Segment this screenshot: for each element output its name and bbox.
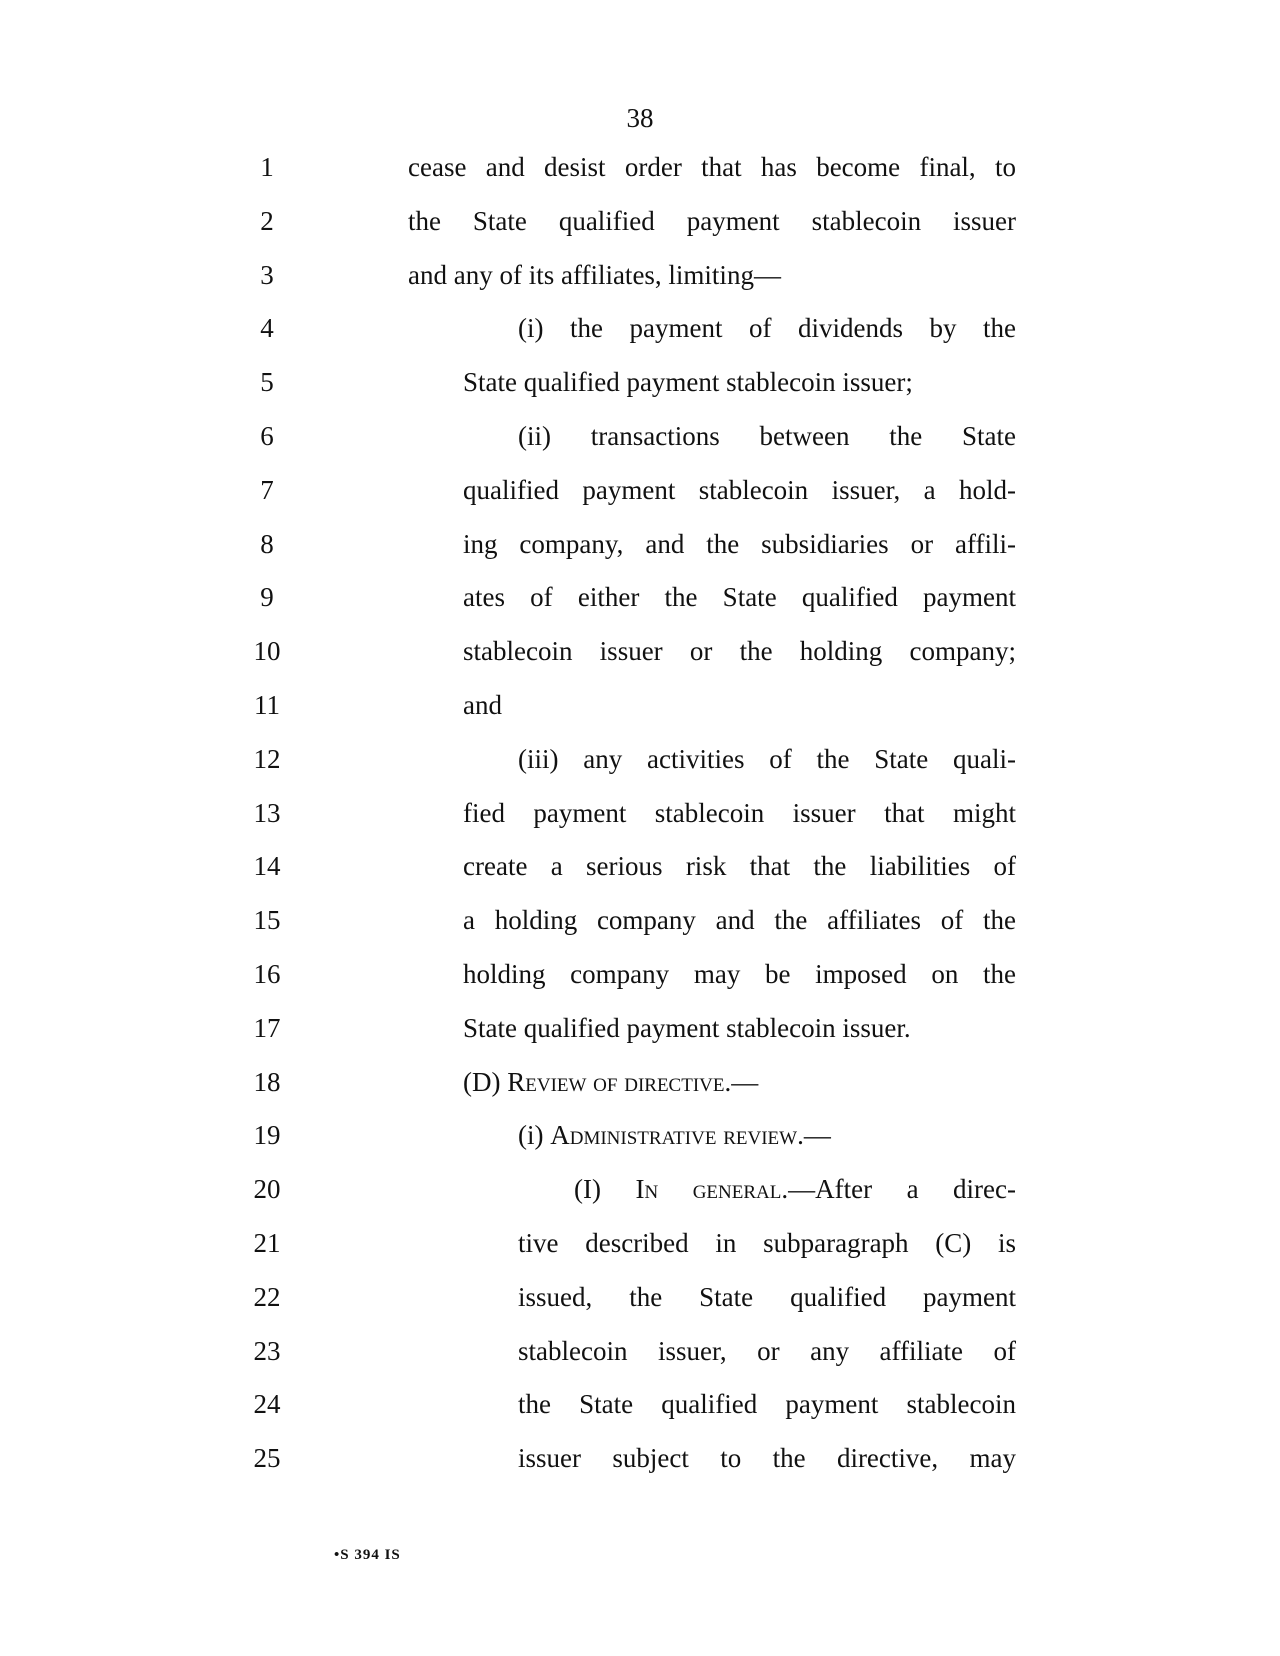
bill-line xyxy=(0,1377,1280,1431)
line-text: and xyxy=(463,690,502,720)
line-number: 12 xyxy=(253,743,281,774)
line-number: 10 xyxy=(253,636,281,667)
line-text: stablecoin issuer, or any affiliate of xyxy=(518,1335,1016,1366)
bill-line xyxy=(0,839,1280,893)
line-text: (iii) any activities of the State quali- xyxy=(518,743,1016,774)
line-number: 6 xyxy=(260,421,274,451)
line-suffix: .— xyxy=(724,1066,759,1097)
line-text: the State qualified payment stablecoin xyxy=(518,1389,1016,1420)
line-text: create a serious risk that the liabilities of xyxy=(463,851,1016,882)
bill-line xyxy=(0,1324,1280,1378)
line-suffix: .—After a direc- xyxy=(781,1174,1017,1205)
line-number: 4 xyxy=(260,313,274,344)
line-number: 3 xyxy=(260,259,274,290)
section-heading: Review of directive xyxy=(507,1066,725,1097)
bill-line xyxy=(0,570,1280,624)
line-text xyxy=(574,1162,1016,1216)
line-text: cease and desist order that has become final, to xyxy=(408,152,1016,182)
line-number: 14 xyxy=(253,851,281,882)
line-suffix: .— xyxy=(797,1120,831,1151)
line-number: 24 xyxy=(253,1389,281,1420)
line-number: 18 xyxy=(253,1066,281,1097)
bill-line xyxy=(0,1001,1280,1055)
section-heading: In general xyxy=(635,1174,782,1205)
bill-identifier: •S 394 IS xyxy=(334,1547,401,1563)
line-number: 11 xyxy=(254,690,280,720)
line-number: 2 xyxy=(260,205,274,236)
line-text: tive described in subparagraph (C) is xyxy=(518,1228,1016,1258)
line-number: 17 xyxy=(253,1012,281,1043)
bill-line xyxy=(0,678,1280,732)
line-number: 21 xyxy=(253,1228,281,1258)
line-text: ing company, and the subsidiaries or affili- xyxy=(463,528,1016,559)
bill-line xyxy=(0,1055,1280,1109)
line-text: State qualified payment stablecoin issuer; xyxy=(463,367,913,398)
line-number: 20 xyxy=(253,1174,281,1205)
line-prefix: (I) xyxy=(574,1174,636,1205)
line-number: 9 xyxy=(260,582,274,613)
bill-line xyxy=(0,947,1280,1001)
line-text: State qualified payment stablecoin issuer. xyxy=(463,1012,911,1043)
bill-line xyxy=(0,517,1280,571)
line-text: (i) the payment of dividends by the xyxy=(518,313,1016,344)
line-text: fied payment stablecoin issuer that might xyxy=(463,797,1016,828)
line-text: issuer subject to the directive, may xyxy=(518,1443,1016,1474)
bill-line xyxy=(0,248,1280,302)
bill-line xyxy=(0,1270,1280,1324)
bill-line xyxy=(0,1431,1280,1485)
bill-line xyxy=(0,1108,1280,1162)
page-number: 38 xyxy=(626,103,654,133)
section-heading: Administrative review xyxy=(550,1120,798,1151)
line-number: 13 xyxy=(253,797,281,828)
line-number: 1 xyxy=(260,152,274,182)
line-number: 23 xyxy=(253,1335,281,1366)
line-number: 7 xyxy=(260,474,274,505)
bill-line xyxy=(0,355,1280,409)
line-prefix: (D) xyxy=(463,1066,508,1097)
bill-line xyxy=(0,732,1280,786)
bill-line xyxy=(0,1162,1280,1216)
line-number: 8 xyxy=(260,528,274,559)
line-text: a holding company and the affiliates of the xyxy=(463,905,1016,936)
line-text: qualified payment stablecoin issuer, a hold- xyxy=(463,474,1016,505)
line-text xyxy=(463,1055,1016,1109)
line-number: 22 xyxy=(253,1281,281,1312)
line-text: the State qualified payment stablecoin issuer xyxy=(408,205,1016,236)
bill-line xyxy=(0,624,1280,678)
bill-line xyxy=(0,194,1280,248)
line-text: and any of its affiliates, limiting— xyxy=(408,259,781,290)
line-text: stablecoin issuer or the holding company; xyxy=(463,636,1016,667)
bill-line xyxy=(0,463,1280,517)
bill-line xyxy=(0,786,1280,840)
line-text: ates of either the State qualified payment xyxy=(463,582,1016,613)
line-text: (ii) transactions between the State xyxy=(518,421,1016,451)
line-prefix: (i) xyxy=(518,1120,551,1151)
bill-line xyxy=(0,893,1280,947)
line-number: 15 xyxy=(253,905,281,936)
line-text: holding company may be imposed on the xyxy=(463,959,1016,989)
line-number: 16 xyxy=(253,959,281,989)
line-text: issued, the State qualified payment xyxy=(518,1281,1016,1312)
line-text xyxy=(518,1108,1016,1162)
bill-line xyxy=(0,140,1280,194)
bill-line xyxy=(0,301,1280,355)
line-number: 25 xyxy=(253,1443,281,1474)
line-number: 5 xyxy=(260,367,274,398)
bill-line xyxy=(0,409,1280,463)
bill-line xyxy=(0,1216,1280,1270)
line-number: 19 xyxy=(253,1120,281,1151)
